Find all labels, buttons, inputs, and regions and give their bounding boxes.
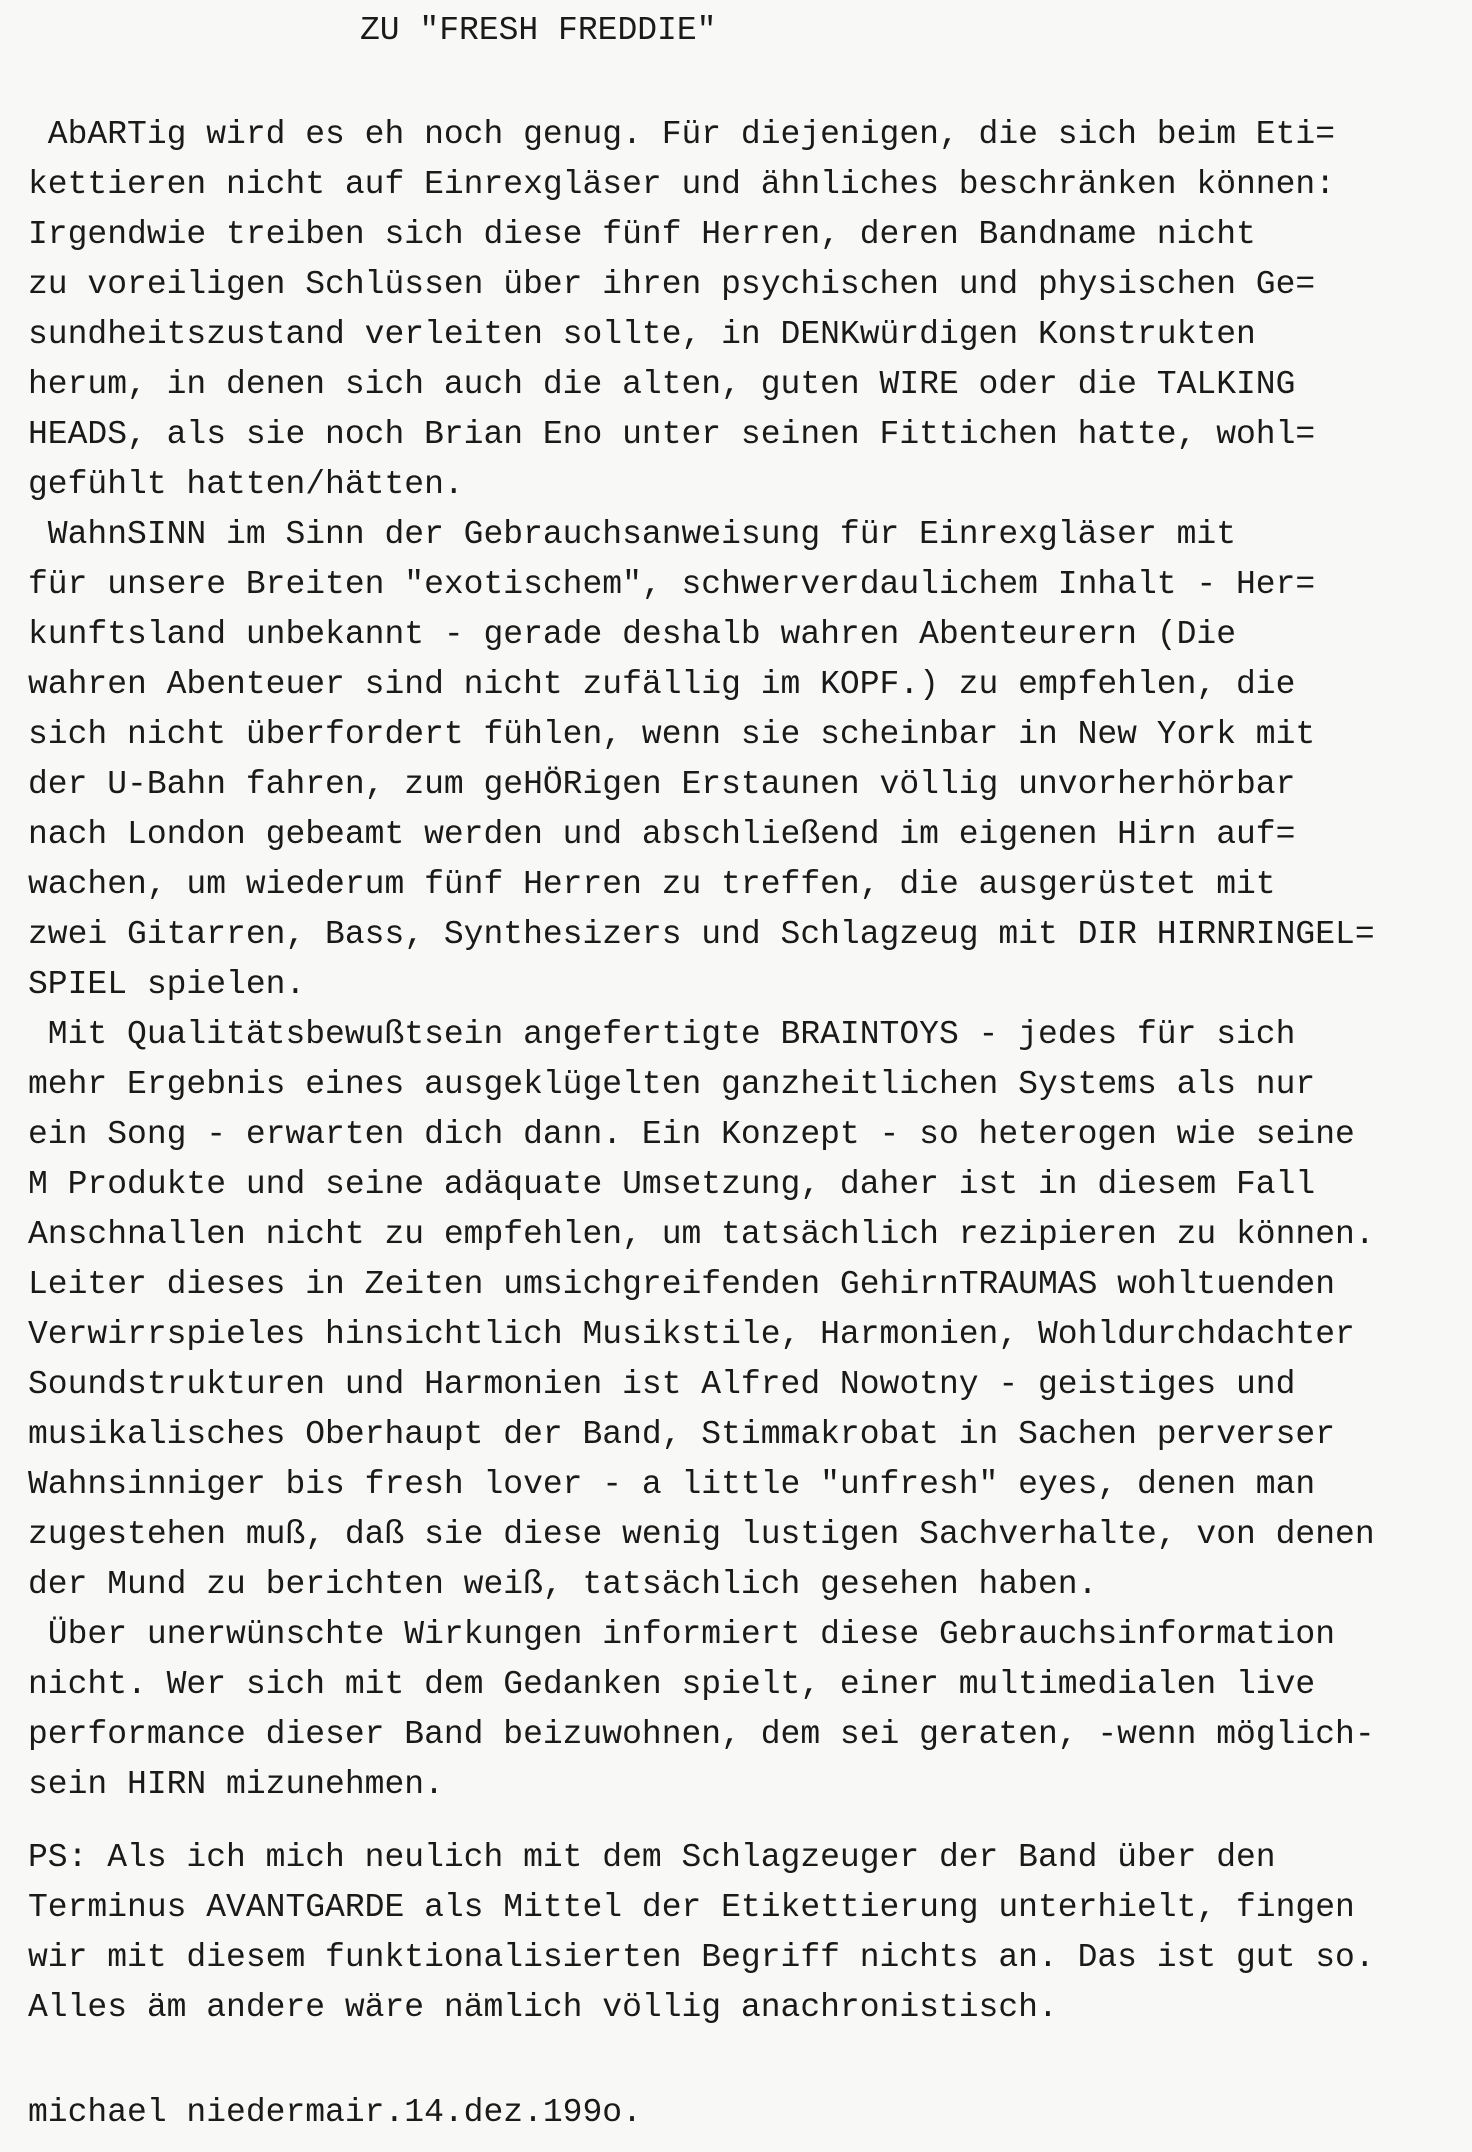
text-line: ein Song - erwarten dich dann. Ein Konzept - so heterogen wie seine	[28, 1116, 1355, 1153]
text-line: Soundstrukturen und Harmonien ist Alfred Nowotny - geistiges und	[28, 1366, 1296, 1403]
text-line: sich nicht überfordert fühlen, wenn sie scheinbar in New York mit	[28, 716, 1316, 753]
text-line: M Produkte und seine adäquate Umsetzung, daher ist in diesem Fall	[28, 1166, 1316, 1203]
text-line: nicht. Wer sich mit dem Gedanken spielt, einer multimedialen live	[28, 1666, 1316, 1703]
text-line: kunftsland unbekannt - gerade deshalb wahren Abenteurern (Die	[28, 616, 1236, 653]
ps-line: Alles äm andere wäre nämlich völlig anachronistisch.	[28, 1989, 1058, 2026]
text-line: herum, in denen sich auch die alten, guten WIRE oder die TALKING	[28, 366, 1296, 403]
text-line: sundheitszustand verleiten sollte, in DENKwürdigen Konstrukten	[28, 316, 1256, 353]
text-line: wahren Abenteuer sind nicht zufällig im KOPF.) zu empfehlen, die	[28, 666, 1296, 703]
text-line: Über unerwünschte Wirkungen informiert diese Gebrauchsinformation	[28, 1616, 1336, 1653]
page-title: ZU "FRESH FREDDIE"	[360, 12, 717, 49]
text-line: mehr Ergebnis eines ausgeklügelten ganzheitlichen Systems als nur	[28, 1066, 1316, 1103]
text-line: Mit Qualitätsbewußtsein angefertigte BRAINTOYS - jedes für sich	[28, 1016, 1296, 1053]
text-line: WahnSINN im Sinn der Gebrauchsanweisung für Einrexgläser mit	[28, 516, 1236, 553]
text-line: musikalisches Oberhaupt der Band, Stimmakrobat in Sachen perverser	[28, 1416, 1336, 1453]
text-line: Irgendwie treiben sich diese fünf Herren, deren Bandname nicht	[28, 216, 1256, 253]
ps-line: Terminus AVANTGARDE als Mittel der Etikettierung unterhielt, fingen	[28, 1889, 1355, 1926]
text-line: Leiter dieses in Zeiten umsichgreifenden GehirnTRAUMAS wohltuenden	[28, 1266, 1336, 1303]
text-line: sein HIRN mizunehmen.	[28, 1766, 444, 1803]
text-line: performance dieser Band beizuwohnen, dem sei geraten, -wenn möglich-	[28, 1716, 1375, 1753]
article-body	[28, 110, 1375, 1810]
text-line: kettieren nicht auf Einrexgläser und ähnliches beschränken können:	[28, 166, 1336, 203]
postscript	[28, 1833, 1375, 2033]
text-line: Wahnsinniger bis fresh lover - a little "unfresh" eyes, denen man	[28, 1466, 1316, 1503]
ps-line: PS: Als ich mich neulich mit dem Schlagzeuger der Band über den	[28, 1839, 1276, 1876]
signature	[28, 2088, 642, 2138]
text-line: für unsere Breiten "exotischem", schwerverdaulichem Inhalt - Her=	[28, 566, 1316, 603]
text-line: zu voreiligen Schlüssen über ihren psychischen und physischen Ge=	[28, 266, 1316, 303]
text-line: wachen, um wiederum fünf Herren zu treffen, die ausgerüstet mit	[28, 866, 1276, 903]
text-line: der Mund zu berichten weiß, tatsächlich gesehen haben.	[28, 1566, 1098, 1603]
signature-line: michael niedermair.14.dez.199o.	[28, 2094, 642, 2131]
text-line: nach London gebeamt werden und abschließend im eigenen Hirn auf=	[28, 816, 1296, 853]
text-line: AbARTig wird es eh noch genug. Für diejenigen, die sich beim Eti=	[28, 116, 1336, 153]
text-line: zugestehen muß, daß sie diese wenig lustigen Sachverhalte, von denen	[28, 1516, 1375, 1553]
text-line: Anschnallen nicht zu empfehlen, um tatsächlich rezipieren zu können.	[28, 1216, 1375, 1253]
text-line: gefühlt hatten/hätten.	[28, 466, 464, 503]
text-line: SPIEL spielen.	[28, 966, 306, 1003]
text-line: Verwirrspieles hinsichtlich Musikstile, Harmonien, Wohldurchdachter	[28, 1316, 1355, 1353]
text-line: zwei Gitarren, Bass, Synthesizers und Schlagzeug mit DIR HIRNRINGEL=	[28, 916, 1375, 953]
text-line: HEADS, als sie noch Brian Eno unter seinen Fittichen hatte, wohl=	[28, 416, 1316, 453]
text-line: der U-Bahn fahren, zum geHÖRigen Erstaunen völlig unvorherhörbar	[28, 766, 1296, 803]
ps-line: wir mit diesem funktionalisierten Begriff nichts an. Das ist gut so.	[28, 1939, 1375, 1976]
